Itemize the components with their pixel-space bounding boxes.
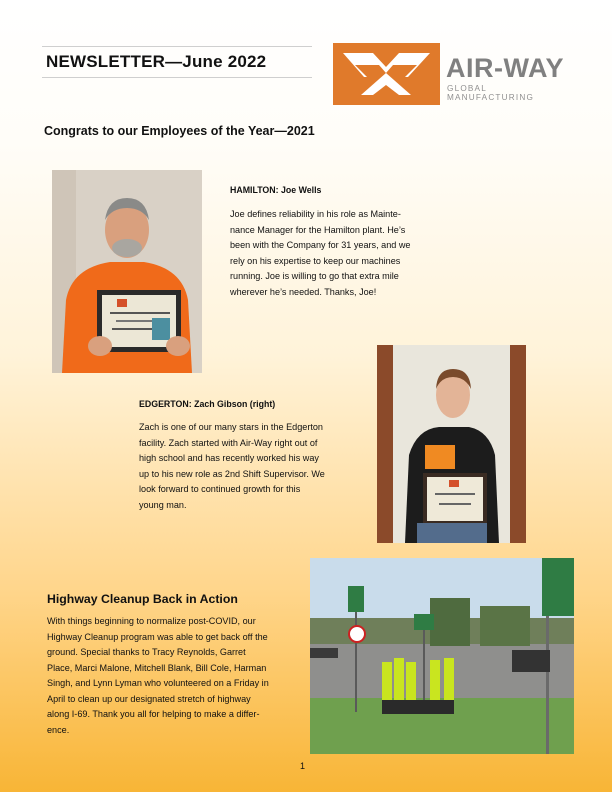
highway-line: Place, Marci Malone, Mitchell Blank, Bill Cole, Harman <box>47 662 267 673</box>
highway-cleanup-photo <box>310 558 574 754</box>
highway-cleanup-heading: Highway Cleanup Back in Action <box>47 592 238 606</box>
highway-line: Highway Cleanup program was able to get back off the <box>47 631 268 642</box>
edgerton-body <box>139 420 364 513</box>
edgerton-line: high school and has recently worked his way <box>139 453 319 463</box>
hamilton-line: Joe defines reliability in his role as Mainte- <box>230 209 401 219</box>
zach-gibson-photo <box>377 345 526 543</box>
employees-of-year-heading: Congrats to our Employees of the Year—2021 <box>44 124 315 138</box>
page-number: 1 <box>300 761 306 771</box>
air-way-logo <box>333 43 573 105</box>
highway-line: ence. <box>47 724 70 735</box>
newsletter-title: NEWSLETTER—June 2022 <box>46 52 267 71</box>
hamilton-line: rely on his expertise to keep our machines <box>230 255 401 266</box>
edgerton-line: Zach is one of our many stars in the Edgerton <box>139 422 323 432</box>
hamilton-line: wherever he’s needed. Thanks, Joe! <box>230 286 377 297</box>
highway-line: Singh, and Lynn Lyman who volunteered on a Friday in <box>47 678 269 688</box>
edgerton-line: up to his new role as 2nd Shift Supervisor. We <box>139 468 325 479</box>
hamilton-line: running. Joe is willing to go that extra mile <box>230 271 399 281</box>
newsletter-title-bar <box>42 46 312 78</box>
joe-wells-photo <box>52 170 202 373</box>
hamilton-line: nance Manager for the Hamilton plant. He’s <box>230 224 406 235</box>
hamilton-body <box>230 207 440 300</box>
logo-tagline: GLOBAL MANUFACTURING <box>447 84 535 102</box>
edgerton-line: facility. Zach started with Air-Way right out of <box>139 437 318 448</box>
highway-line: April to clean up our designated stretch of highway <box>47 693 251 704</box>
edgerton-heading: EDGERTON: Zach Gibson (right) <box>139 399 276 409</box>
highway-line: along I-69. Thank you all for helping to make a differ- <box>47 709 260 719</box>
hamilton-heading: HAMILTON: Joe Wells <box>230 185 322 195</box>
highway-line: ground. Special thanks to Tracy Reynolds, Garret <box>47 647 246 657</box>
hamilton-line: been with the Company for 31 years, and we <box>230 240 411 250</box>
edgerton-line: young man. <box>139 499 187 510</box>
edgerton-line: look forward to continued growth for this <box>139 484 301 494</box>
highway-cleanup-body <box>47 614 302 738</box>
logo-wordmark: AIR-WAY <box>446 53 565 83</box>
highway-line: With things beginning to normalize post-COVID, our <box>47 616 256 626</box>
